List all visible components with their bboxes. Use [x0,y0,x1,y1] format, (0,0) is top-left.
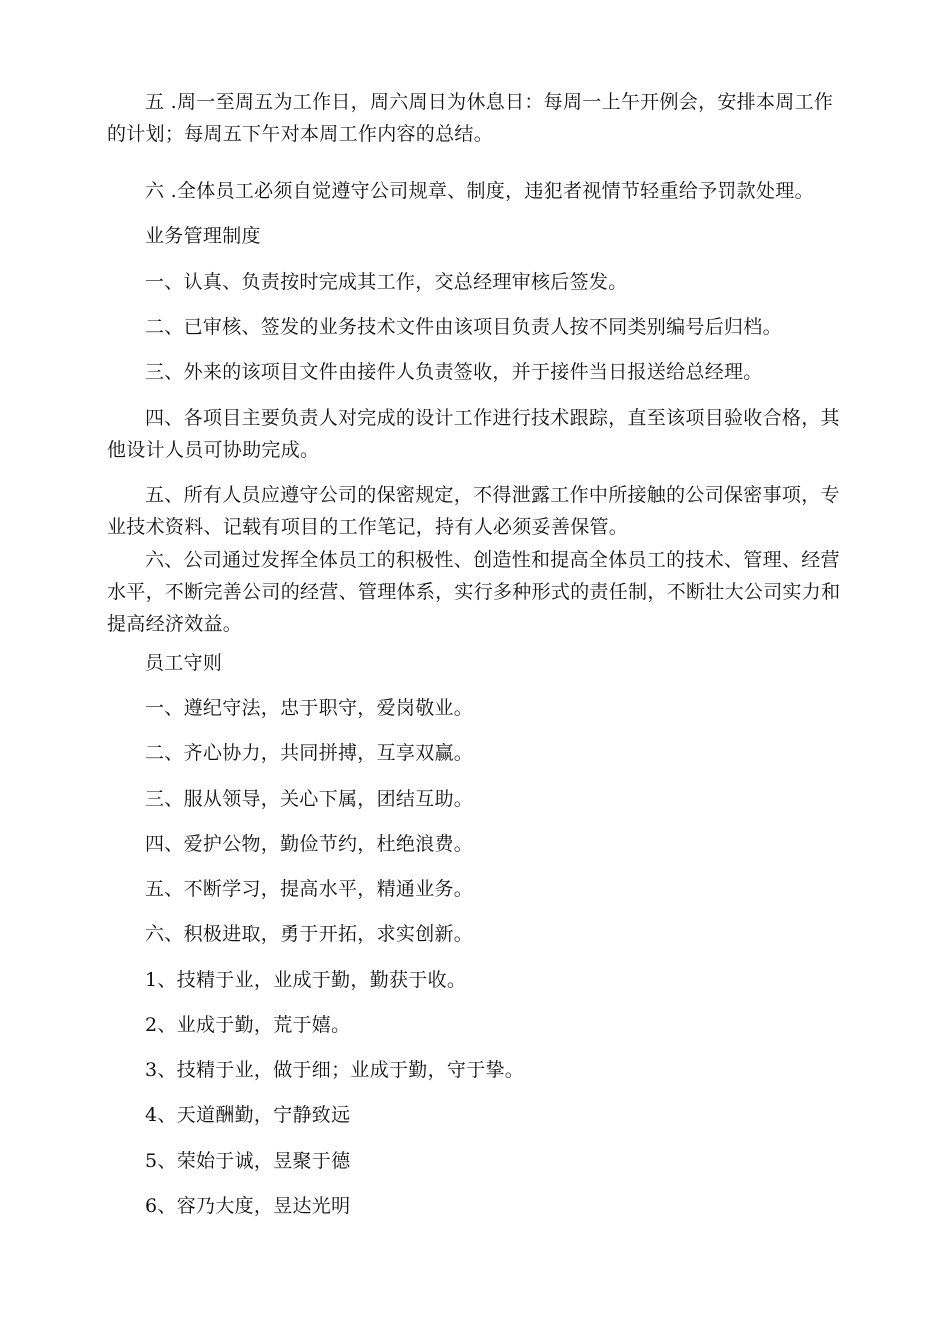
section-heading-employee-rules: 员工守则 [145,652,223,674]
paragraph-business-2: 二、已审核、签发的业务技术文件由该项目负责人按不同类别编号后归档。 [145,316,782,338]
motto-item-4: 4、天道酬勤，宁静致远 [145,1104,351,1126]
rule-item-2: 二、齐心协力，共同拼搏，互享双赢。 [145,742,474,764]
motto-item-6: 6、容乃大度，昱达光明 [145,1195,351,1217]
paragraph-work-schedule: 五 .周一至周五为工作日，周六周日为休息日：每周一上午开例会，安排本周工作的计划；每周五下午对本周工作内容的总结。 [107,91,834,145]
rule-item-4: 四、爱护公物，勤俭节约，杜绝浪费。 [145,833,474,855]
paragraph-business-1: 一、认真、负责按时完成其工作，交总经理审核后签发。 [145,271,628,293]
motto-item-5: 5、荣始于诚，昱聚于德 [145,1150,351,1172]
paragraph-business-4: 四、各项目主要负责人对完成的设计工作进行技术跟踪，直至该项目验收合格，其他设计人员可协助完成。 [107,407,840,461]
rule-item-3: 三、服从领导，关心下属，团结互助。 [145,788,474,810]
rule-item-1: 一、遵纪守法，忠于职守，爱岗敬业。 [145,697,474,719]
rule-item-5: 五、不断学习，提高水平，精通业务。 [145,878,474,900]
section-heading-business-management: 业务管理制度 [145,225,261,247]
paragraph-rules-compliance: 六 .全体员工必须自觉遵守公司规章、制度，违犯者视情节轻重给予罚款处理。 [145,180,814,202]
motto-item-3: 3、技精于业，做于细；业成于勤，守于挚。 [145,1059,525,1081]
paragraph-business-3: 三、外来的该项目文件由接件人负责签收，并于接件当日报送给总经理。 [145,361,763,383]
rule-item-6: 六、积极进取，勇于开拓，求实创新。 [145,923,474,945]
paragraph-business-6: 六、公司通过发挥全体员工的积极性、创造性和提高全体员工的技术、管理、经营水平，不断完善公司的经营、管理体系，实行多种形式的责任制，不断壮大公司实力和提高经济效益。 [107,549,841,635]
motto-item-2: 2、业成于勤，荒于嬉。 [145,1014,351,1036]
paragraph-business-5: 五、所有人员应遵守公司的保密规定，不得泄露工作中所接触的公司保密事项，专业技术资料、记载有项目的工作笔记，持有人必须妥善保管。 [107,484,840,538]
motto-item-1: 1、技精于业，业成于勤，勤获于收。 [145,969,467,991]
